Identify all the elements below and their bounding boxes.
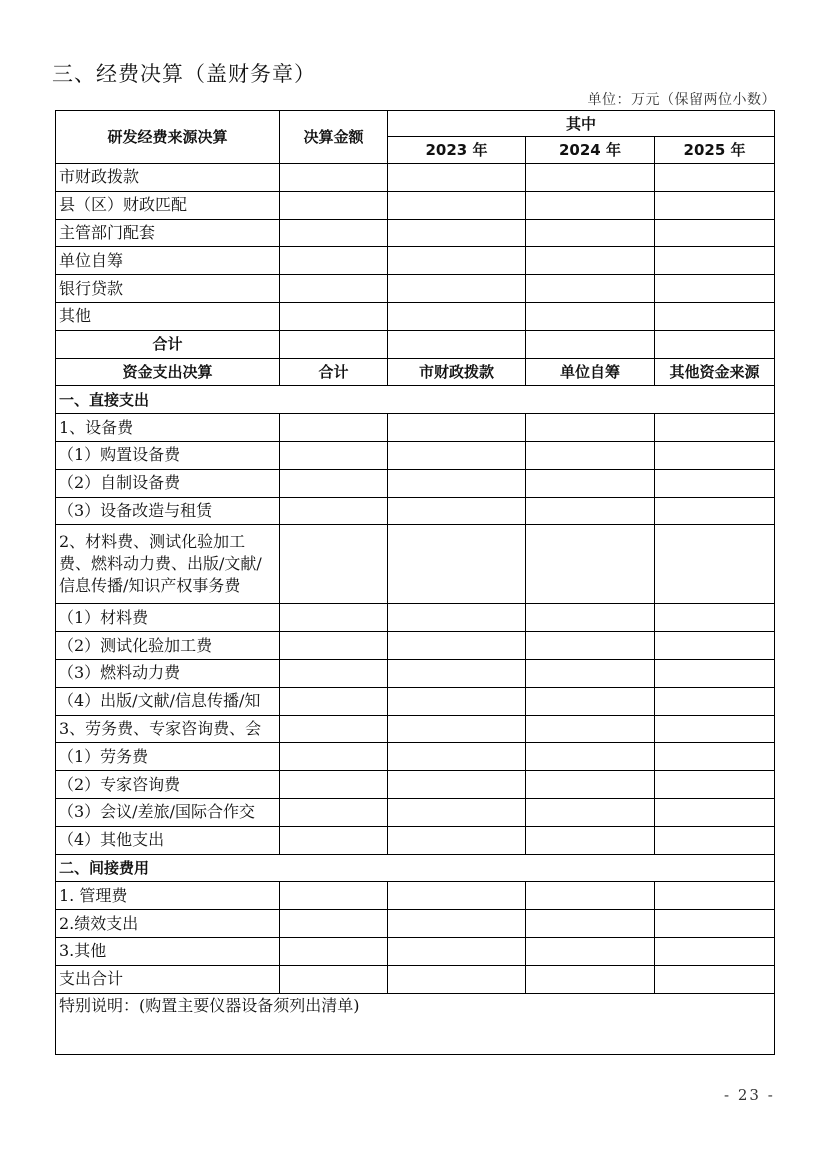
cell[interactable] [655, 497, 775, 525]
source-row [56, 247, 775, 275]
cell[interactable] [526, 604, 655, 632]
expense-header-total: 合计 [280, 358, 388, 386]
cell[interactable] [526, 275, 655, 303]
direct-section [56, 414, 775, 854]
indirect-section-title: 二、间接费用 [56, 854, 775, 882]
cell[interactable] [280, 937, 388, 965]
year-header: 2025 年 [655, 137, 775, 164]
direct-row-label: （4）其他支出 [56, 826, 280, 854]
cell[interactable] [388, 826, 526, 854]
source-row-label: 单位自筹 [56, 247, 280, 275]
direct-row-label: （1）购置设备费 [56, 441, 280, 469]
source-row-label: 银行贷款 [56, 275, 280, 303]
direct-row-label: （3）会议/差旅/国际合作交 [56, 798, 280, 826]
expense-header-row [56, 358, 775, 386]
direct-row-label: 2、材料费、测试化验加工费、燃料动力费、出版/文献/信息传播/知识产权事务费 [56, 525, 280, 604]
cell[interactable] [280, 604, 388, 632]
cell[interactable] [655, 302, 775, 330]
source-row-label: 主管部门配套 [56, 219, 280, 247]
cell[interactable] [526, 771, 655, 799]
header-row [56, 111, 775, 137]
cell[interactable] [388, 743, 526, 771]
cell[interactable] [280, 659, 388, 687]
cell[interactable] [526, 659, 655, 687]
cell[interactable] [388, 798, 526, 826]
direct-row [56, 525, 775, 604]
direct-row [56, 826, 775, 854]
source-row [56, 219, 775, 247]
cell[interactable] [280, 247, 388, 275]
cell[interactable] [388, 275, 526, 303]
cell[interactable] [526, 191, 655, 219]
direct-section-row [56, 386, 775, 414]
direct-row [56, 659, 775, 687]
source-row [56, 191, 775, 219]
sources-section [56, 164, 775, 331]
expense-header-other: 其他资金来源 [655, 358, 775, 386]
cell[interactable] [655, 659, 775, 687]
amount-header: 决算金额 [280, 111, 388, 164]
cell[interactable] [526, 687, 655, 715]
cell[interactable] [655, 910, 775, 938]
of-which-header: 其中 [388, 111, 775, 137]
cell[interactable] [388, 302, 526, 330]
cell[interactable] [526, 715, 655, 743]
direct-row [56, 414, 775, 442]
cell[interactable] [280, 743, 388, 771]
source-header: 研发经费来源决算 [56, 111, 280, 164]
cell[interactable] [526, 965, 655, 993]
cell[interactable] [280, 715, 388, 743]
direct-row [56, 497, 775, 525]
cell[interactable] [526, 937, 655, 965]
cell[interactable] [388, 937, 526, 965]
cell[interactable] [280, 632, 388, 660]
cell[interactable] [280, 330, 388, 358]
indirect-row-label: 2.绩效支出 [56, 910, 280, 938]
cell[interactable] [526, 441, 655, 469]
indirect-row-label: 支出合计 [56, 965, 280, 993]
direct-row [56, 771, 775, 799]
source-row [56, 275, 775, 303]
cell[interactable] [655, 798, 775, 826]
cell[interactable] [655, 632, 775, 660]
cell[interactable] [280, 469, 388, 497]
cell[interactable] [280, 525, 388, 604]
direct-row-label: （3）燃料动力费 [56, 659, 280, 687]
cell[interactable] [388, 965, 526, 993]
direct-row-label: 3、劳务费、专家咨询费、会 [56, 715, 280, 743]
cell[interactable] [388, 604, 526, 632]
page-heading: 三、经费决算（盖财务章） [52, 62, 316, 86]
cell[interactable] [526, 743, 655, 771]
source-row [56, 164, 775, 192]
cell[interactable] [280, 164, 388, 192]
special-note[interactable]: 特别说明：(购置主要仪器设备须列出清单) [56, 993, 775, 1054]
cell[interactable] [655, 771, 775, 799]
budget-table [55, 110, 775, 1055]
cell[interactable] [655, 247, 775, 275]
cell[interactable] [280, 965, 388, 993]
direct-row-label: （1）材料费 [56, 604, 280, 632]
indirect-row-label: 1. 管理费 [56, 882, 280, 910]
cell[interactable] [655, 604, 775, 632]
cell[interactable] [655, 937, 775, 965]
note-row [56, 993, 775, 1054]
cell[interactable] [655, 882, 775, 910]
page-number: - 23 - [724, 1086, 775, 1104]
cell[interactable] [280, 687, 388, 715]
cell[interactable] [280, 414, 388, 442]
cell[interactable] [526, 414, 655, 442]
indirect-row [56, 965, 775, 993]
expense-header-label: 资金支出决算 [56, 358, 280, 386]
indirect-row [56, 910, 775, 938]
cell[interactable] [655, 414, 775, 442]
cell[interactable] [388, 882, 526, 910]
direct-row [56, 604, 775, 632]
direct-row [56, 715, 775, 743]
direct-row [56, 687, 775, 715]
cell[interactable] [655, 743, 775, 771]
cell[interactable] [655, 164, 775, 192]
cell[interactable] [655, 330, 775, 358]
cell[interactable] [388, 525, 526, 604]
source-row [56, 302, 775, 330]
unit-note: 单位：万元（保留两位小数） [587, 92, 776, 108]
year-header: 2024 年 [526, 137, 655, 164]
cell[interactable] [280, 191, 388, 219]
cell[interactable] [526, 330, 655, 358]
cell[interactable] [388, 659, 526, 687]
direct-row-label: （2）专家咨询费 [56, 771, 280, 799]
direct-row-label: 1、设备费 [56, 414, 280, 442]
source-row-label: 市财政拨款 [56, 164, 280, 192]
cell[interactable] [388, 247, 526, 275]
indirect-row [56, 937, 775, 965]
direct-row-label: （1）劳务费 [56, 743, 280, 771]
cell[interactable] [280, 275, 388, 303]
cell[interactable] [655, 965, 775, 993]
cell[interactable] [280, 882, 388, 910]
direct-row-label: （2）自制设备费 [56, 469, 280, 497]
cell[interactable] [388, 771, 526, 799]
direct-row-label: （3）设备改造与租赁 [56, 497, 280, 525]
cell[interactable] [526, 910, 655, 938]
cell[interactable] [526, 497, 655, 525]
cell[interactable] [655, 191, 775, 219]
cell[interactable] [388, 219, 526, 247]
sources-total-label: 合计 [56, 330, 280, 358]
cell[interactable] [280, 441, 388, 469]
direct-row [56, 632, 775, 660]
cell[interactable] [526, 469, 655, 497]
direct-row [56, 798, 775, 826]
cell[interactable] [388, 910, 526, 938]
cell[interactable] [388, 632, 526, 660]
direct-row [56, 743, 775, 771]
cell[interactable] [388, 330, 526, 358]
cell[interactable] [526, 219, 655, 247]
cell[interactable] [280, 497, 388, 525]
cell[interactable] [388, 441, 526, 469]
cell[interactable] [280, 826, 388, 854]
cell[interactable] [388, 164, 526, 192]
indirect-section [56, 882, 775, 993]
cell[interactable] [526, 798, 655, 826]
indirect-row-label: 3.其他 [56, 937, 280, 965]
cell[interactable] [388, 469, 526, 497]
cell[interactable] [655, 715, 775, 743]
expense-header-city: 市财政拨款 [388, 358, 526, 386]
cell[interactable] [280, 302, 388, 330]
cell[interactable] [655, 687, 775, 715]
source-row-label: 县（区）财政匹配 [56, 191, 280, 219]
cell[interactable] [526, 302, 655, 330]
direct-row [56, 469, 775, 497]
cell[interactable] [655, 441, 775, 469]
cell[interactable] [655, 469, 775, 497]
cell[interactable] [388, 414, 526, 442]
direct-section-title: 一、直接支出 [56, 386, 775, 414]
cell[interactable] [388, 191, 526, 219]
cell[interactable] [526, 632, 655, 660]
indirect-row [56, 882, 775, 910]
cell[interactable] [280, 910, 388, 938]
cell[interactable] [655, 525, 775, 604]
cell[interactable] [280, 771, 388, 799]
cell[interactable] [526, 882, 655, 910]
cell[interactable] [655, 826, 775, 854]
year-header: 2023 年 [388, 137, 526, 164]
cell[interactable] [388, 497, 526, 525]
source-row-label: 其他 [56, 302, 280, 330]
cell[interactable] [655, 275, 775, 303]
cell[interactable] [526, 164, 655, 192]
expense-header-self: 单位自筹 [526, 358, 655, 386]
cell[interactable] [526, 525, 655, 604]
cell[interactable] [388, 687, 526, 715]
cell[interactable] [280, 798, 388, 826]
cell[interactable] [388, 715, 526, 743]
direct-row [56, 441, 775, 469]
cell[interactable] [526, 247, 655, 275]
sources-total-row [56, 330, 775, 358]
indirect-section-row [56, 854, 775, 882]
direct-row-label: （4）出版/文献/信息传播/知 [56, 687, 280, 715]
cell[interactable] [526, 826, 655, 854]
cell[interactable] [280, 219, 388, 247]
direct-row-label: （2）测试化验加工费 [56, 632, 280, 660]
cell[interactable] [655, 219, 775, 247]
